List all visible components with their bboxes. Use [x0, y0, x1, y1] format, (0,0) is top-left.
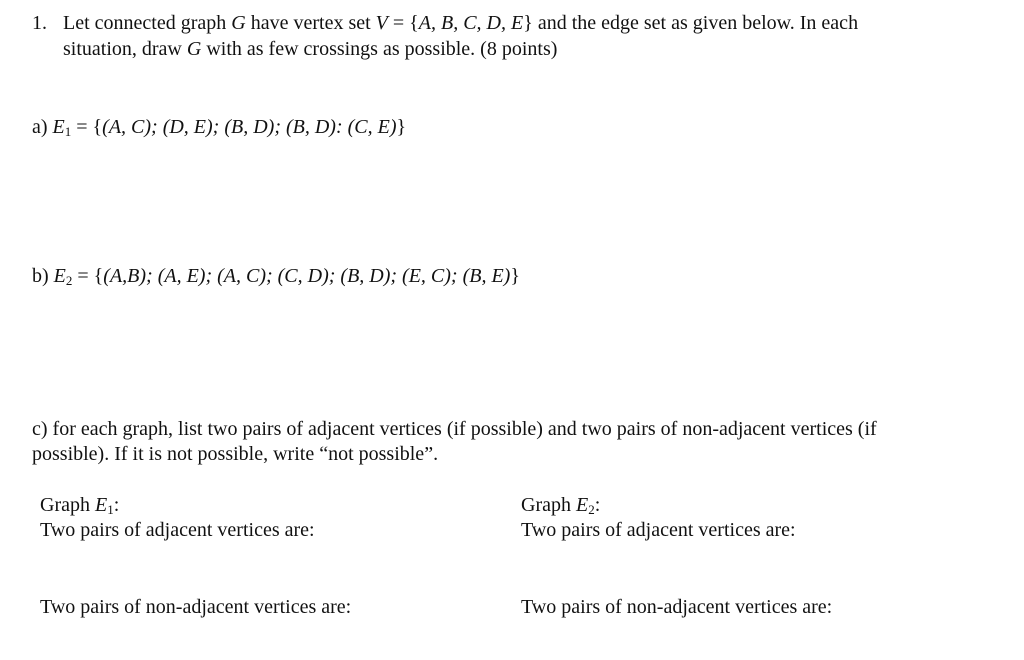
edge-set-symbol: E [52, 116, 65, 138]
part-a-label: a) [32, 116, 53, 138]
colon: : [113, 494, 120, 516]
graph1-non-adjacent-prompt: Two pairs of non-adjacent vertices are: [40, 596, 352, 618]
closing-brace: } [510, 265, 520, 287]
question-text: situation, draw [63, 38, 187, 60]
vertex-set-symbol: V [375, 12, 388, 34]
graph-symbol: G [231, 12, 246, 34]
closing-brace: } [396, 116, 407, 138]
graph1-adjacent-prompt: Two pairs of adjacent vertices are: [40, 519, 315, 541]
equals-brace: = { [72, 265, 104, 287]
part-a-edge-set [32, 115, 406, 144]
question-text-line-1 [63, 11, 858, 35]
vertex-list: A, B, C, D, E [418, 12, 524, 34]
part-c-text-line-2: possible). If it is not possible, write “not possible”. [32, 443, 439, 465]
question-text: = { [387, 12, 419, 34]
edge-set-subscript: 2 [65, 273, 73, 288]
edge-list: (A,B); (A, E); (A, C); (C, D); (B, D); (E, C); (B, E) [103, 265, 511, 287]
edge-set-subscript: 2 [588, 502, 595, 517]
edge-list: (A, C); (D, E); (B, D); (B, D): (C, E) [102, 116, 397, 138]
graph-symbol: G [186, 38, 202, 60]
part-b-edge-set [32, 264, 520, 293]
edge-set-symbol: E [53, 265, 66, 287]
part-b-label: b) [32, 265, 54, 287]
graph1-title-prefix: Graph [40, 494, 95, 516]
question-text: } and the edge set as given below. In each [523, 12, 859, 34]
question-text: Let connected graph [63, 12, 232, 34]
edge-set-subscript: 1 [64, 124, 72, 139]
edge-set-symbol: E [575, 494, 589, 516]
question-text: have vertex set [245, 12, 376, 34]
question-text-line-2 [63, 37, 557, 61]
graph2-non-adjacent-prompt: Two pairs of non-adjacent vertices are: [521, 596, 833, 618]
colon: : [594, 494, 601, 516]
graph2-title-prefix: Graph [521, 494, 576, 516]
question-text: with as few crossings as possible. (8 points) [201, 38, 558, 60]
edge-set-subscript: 1 [107, 502, 114, 517]
edge-set-symbol: E [94, 494, 108, 516]
question-number: 1. [32, 12, 47, 34]
part-c-text-line-1: c) for each graph, list two pairs of adjacent vertices (if possible) and two pairs of non-adjacent vertices (if [32, 418, 877, 440]
equals-brace: = { [71, 116, 103, 138]
graph2-adjacent-prompt: Two pairs of adjacent vertices are: [521, 519, 796, 541]
